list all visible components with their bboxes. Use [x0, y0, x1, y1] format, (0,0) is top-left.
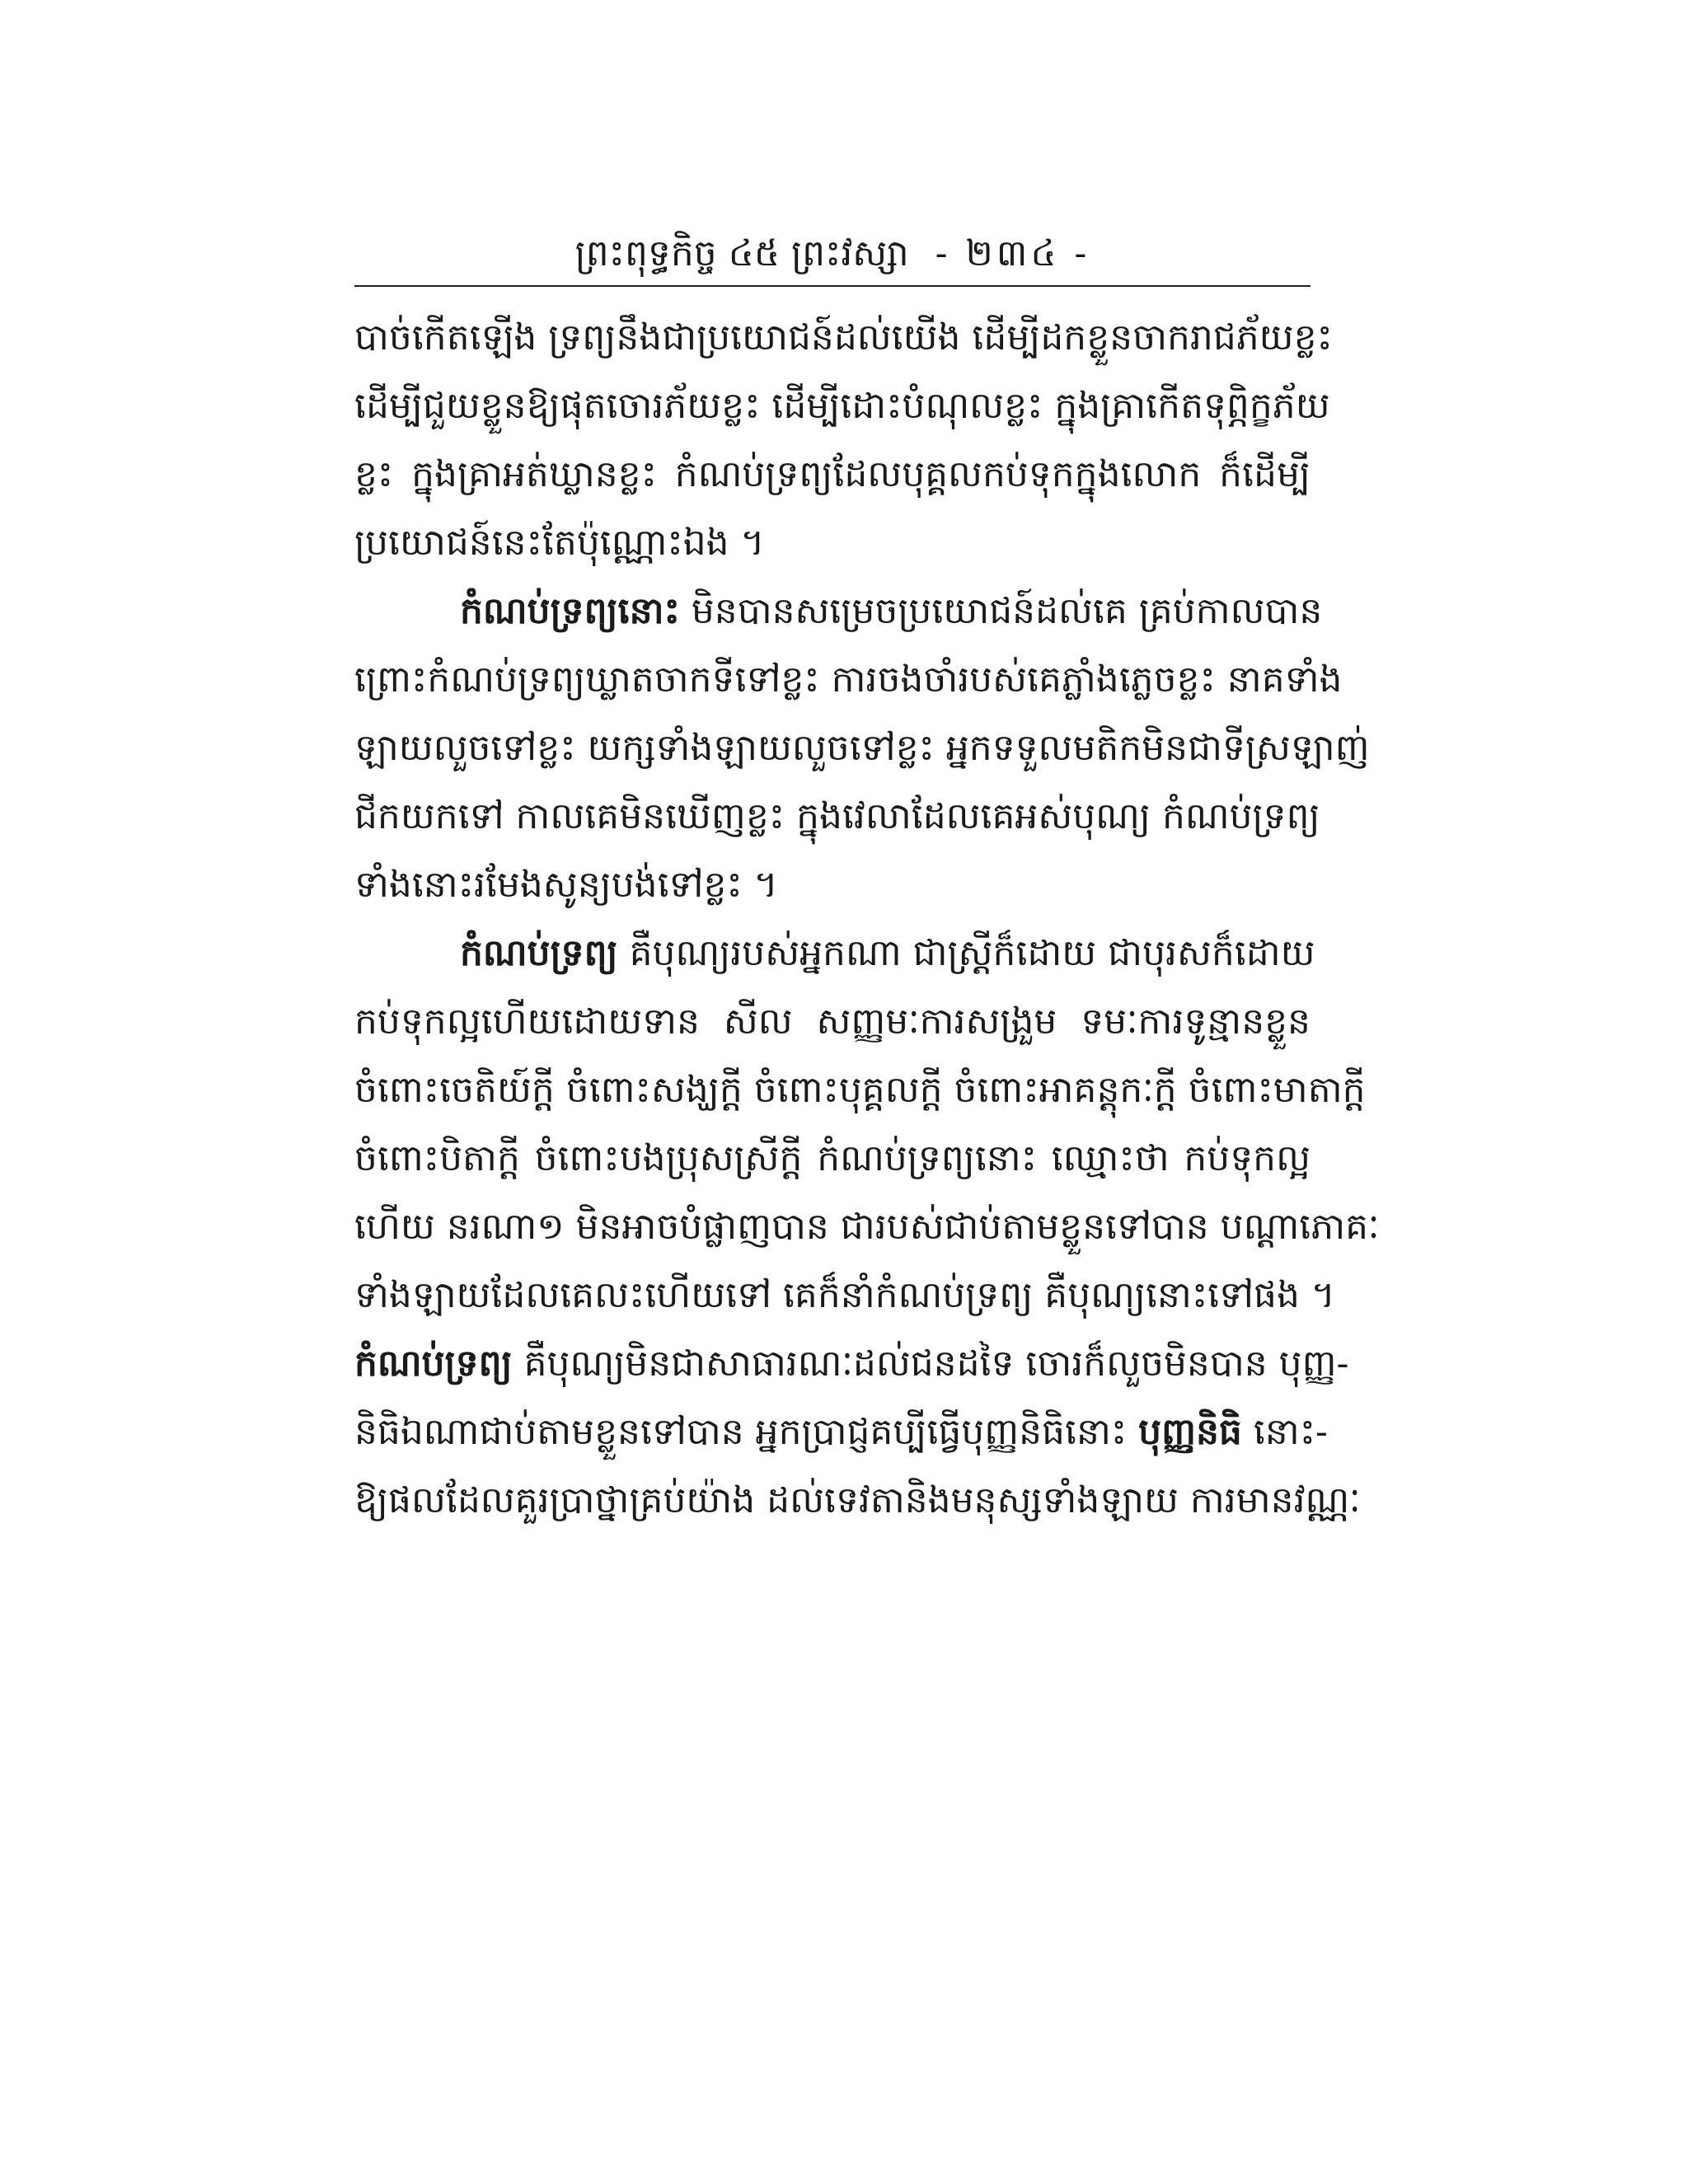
paragraph-3 — [354, 919, 1380, 1329]
text-line — [354, 919, 1315, 987]
bold-term: បុញ្ញនិធិ — [1138, 1411, 1242, 1453]
page-number: - ២៣៤ - — [935, 232, 1090, 274]
text-run: មិនបានសម្រេចប្រយោជន៍ដល់គេ គ្រប់កាលបាន — [679, 590, 1323, 632]
text-line: ឡាយលួចទៅខ្លះ យក្សទាំងឡាយលួចទៅខ្លះ អ្នកទទួលមតិកមិនជាទីស្រឡាញ់ — [354, 727, 1370, 769]
text-line: ជីកយកទៅ កាលគេមិនឃើញខ្លះ ក្នុងវេលាដែលគេអស់បុណ្យ កំណប់ទ្រព្យ — [354, 795, 1320, 837]
text-run: គឺបុណ្យរបស់អ្នកណា ជាស្ត្រីក៏ដោយ ជាបុរសក៏ដោយ — [617, 932, 1315, 974]
text-line — [354, 1329, 1349, 1398]
body-text — [354, 287, 1380, 1535]
text-run: និធិឯណាជាប់តាមខ្លួនទៅបាន អ្នកប្រាជ្ញគប្បីធ្វើបុញ្ញនិធិនោះ — [354, 1411, 1139, 1453]
bold-term: កំណប់ទ្រព្យ — [460, 932, 618, 974]
text-line: ដើម្បីជួយខ្លួនឱ្យផុតចោរភ័យខ្លះ ដើម្បីដោះបំណុលខ្លះ ក្នុងគ្រាកើតទុព្ភិក្ខភ័យ — [354, 385, 1330, 427]
text-line: ព្រោះកំណប់ទ្រព្យឃ្លាតចាកទីទៅខ្លះ ការចងចាំរបស់គេភ្លាំងភ្លេចខ្លះ នាគទាំង — [354, 658, 1343, 701]
document-page — [354, 223, 1380, 1535]
text-line — [354, 577, 1323, 645]
text-run: នោះ- — [1241, 1411, 1328, 1453]
text-run: គឺបុណ្យមិនជាសាធារណៈដល់ជនដទៃ ចោរក៏លួចមិនបាន បុញ្ញ- — [512, 1343, 1349, 1385]
text-line: ទាំងឡាយដែលគេលះហើយទៅ គេក៏នាំកំណប់ទ្រព្យ គឺបុណ្យនោះទៅផង ។ — [354, 1274, 1335, 1316]
paragraph-1 — [354, 303, 1333, 577]
bold-term: កំណប់ទ្រព្យ — [354, 1343, 513, 1385]
text-line: ប្រយោជន៍នេះតែប៉ុណ្ណោះឯង ។ — [354, 522, 765, 564]
text-line: ខ្លះ ក្នុងគ្រាអត់ឃ្លានខ្លះ កំណប់ទ្រព្យដែលបុគ្គលកប់ទុកក្នុងលោក ក៏ដើម្បី — [354, 453, 1311, 495]
text-line: កប់ទុកល្អហើយដោយទាន សីល សញ្ញមៈការសង្រួម ទមៈការទូន្មានខ្លួន — [354, 1001, 1311, 1043]
text-line — [354, 1398, 1328, 1466]
bold-term: កំណប់ទ្រព្យនោះ — [460, 590, 680, 632]
text-line: ឱ្យផលដែលគួរប្រាថ្នាគ្រប់យ៉ាង ដល់ទេវតានិងមនុស្សទាំងឡាយ ការមានវណ្ណៈ — [354, 1479, 1361, 1521]
text-line: ទាំងនោះរមែងសូន្យបង់ទៅខ្លះ ។ — [354, 864, 778, 906]
text-line: ហើយ នរណា១ មិនអាចបំផ្លាញបាន ជារបស់ជាប់តាមខ្លួនទៅបាន បណ្តាភោគៈ — [354, 1206, 1380, 1248]
paragraph-2 — [354, 577, 1370, 919]
running-header — [354, 223, 1311, 287]
text-line: ចំពោះចេតិយ៍ក្តី ចំពោះសង្ឃក្តី ចំពោះបុគ្គលក្តី ចំពោះអាគន្តុកៈក្តី ចំពោះមាតាក្តី — [354, 1069, 1366, 1111]
text-line: បាច់កើតឡើង ទ្រព្យនឹងជាប្រយោជន៍ដល់យើង ដើម្បីដកខ្លួនចាករាជភ័យខ្លះ — [354, 316, 1333, 359]
text-line: ចំពោះបិតាក្តី ចំពោះបងប្រុសស្រីក្តី កំណប់ទ្រព្យនោះ ឈ្មោះថា កប់ទុកល្អ — [354, 1137, 1311, 1179]
book-title: ព្រះពុទ្ធកិច្ច ៤៥ ព្រះវស្សា — [574, 232, 909, 274]
paragraph-4 — [354, 1329, 1361, 1535]
